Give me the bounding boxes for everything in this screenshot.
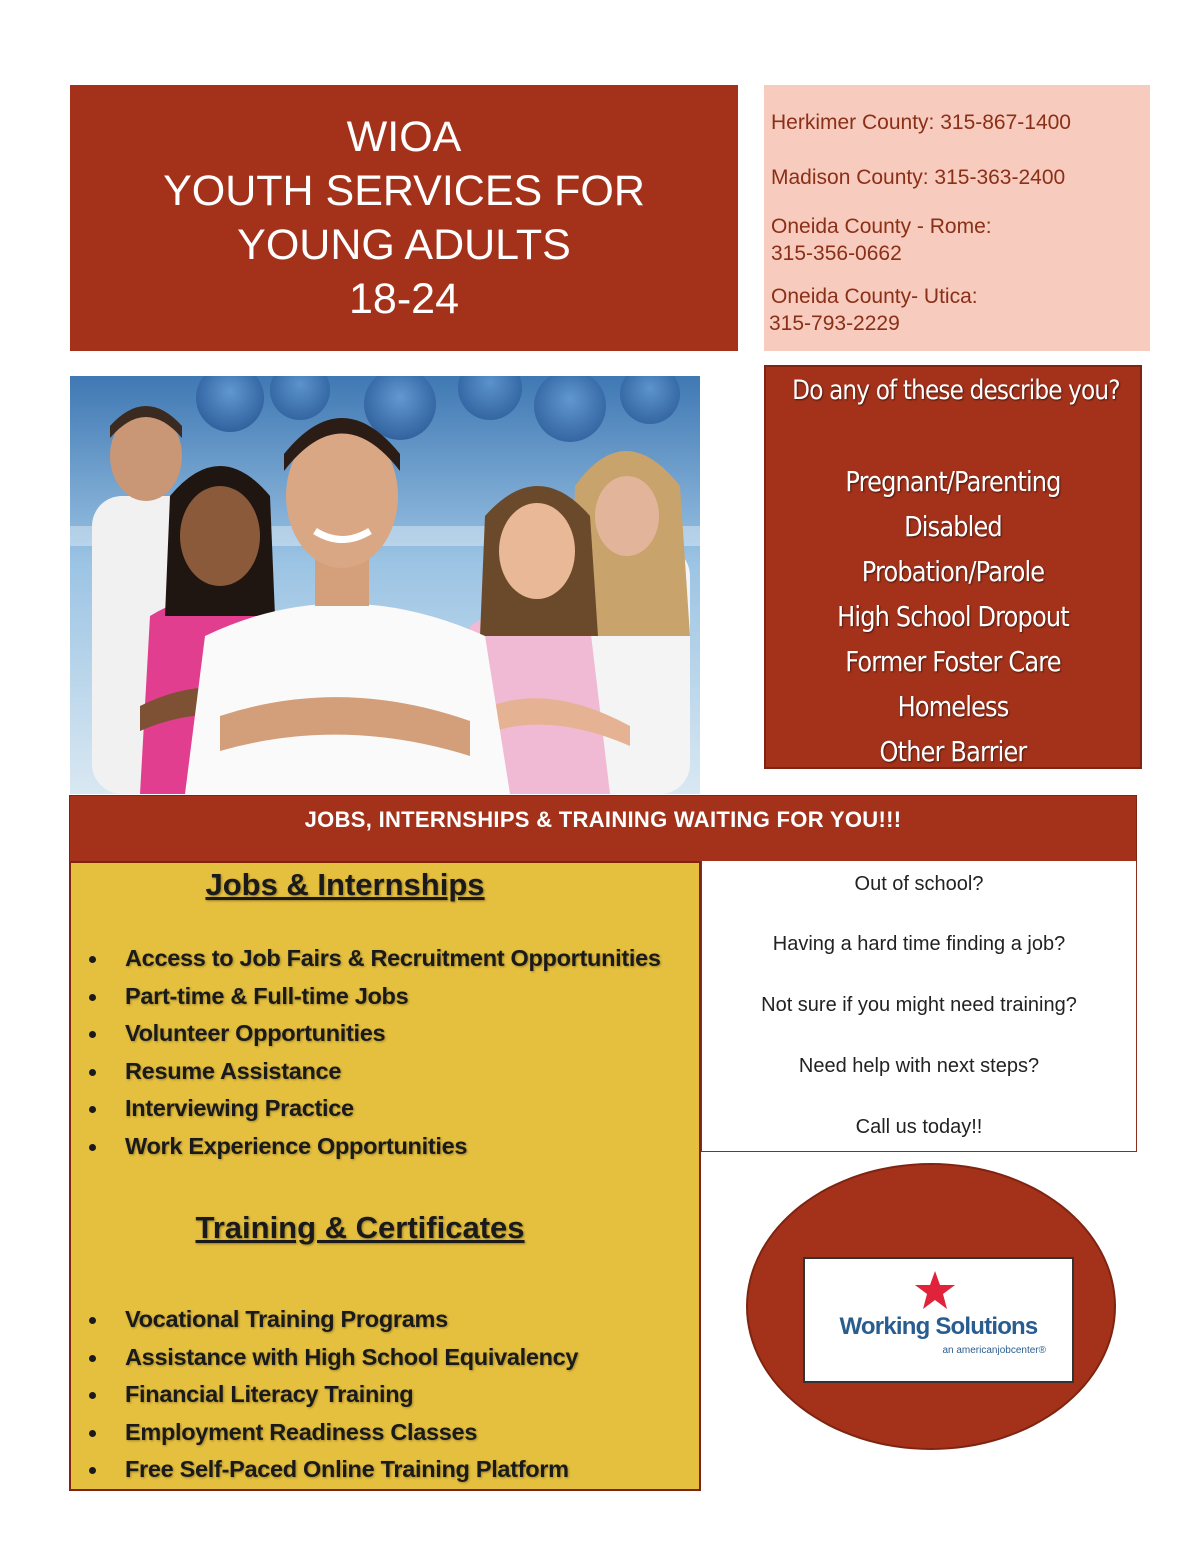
list-item: Assistance with High School Equivalency	[71, 1339, 699, 1377]
contact-rome-phone: 315-356-0662	[771, 242, 902, 265]
contact-box	[764, 85, 1150, 351]
list-item: Other Barrier	[879, 735, 1027, 768]
title-box	[70, 85, 738, 351]
star-icon	[913, 1269, 957, 1311]
describe-title: Do any of these describe you?	[792, 375, 1120, 406]
list-item: Volunteer Opportunities	[71, 1015, 699, 1053]
title-line: YOUNG ADULTS	[237, 221, 571, 269]
list-item: Disabled	[904, 510, 1002, 543]
list-item: Pregnant/Parenting	[845, 465, 1061, 498]
group-photo	[70, 376, 700, 794]
list-item: Access to Job Fairs & Recruitment Opportunities	[71, 940, 699, 978]
list-item: Employment Readiness Classes	[71, 1414, 699, 1452]
contact-herkimer: Herkimer County: 315-867-1400	[771, 111, 1071, 134]
logo-name: Working Solutions	[839, 1313, 1038, 1340]
question-text: Having a hard time finding a job?	[772, 933, 1066, 955]
training-heading: Training & Certificates	[195, 1210, 525, 1245]
question-text: Need help with next steps?	[798, 1055, 1040, 1077]
list-item: Vocational Training Programs	[71, 1301, 699, 1339]
contact-madison: Madison County: 315-363-2400	[771, 166, 1066, 189]
list-item: Interviewing Practice	[71, 1090, 699, 1128]
list-item: Work Experience Opportunities	[71, 1128, 699, 1166]
title-line: 18-24	[349, 275, 459, 323]
logo-tagline: an americanjobcenter®	[942, 1345, 1046, 1356]
questions-box	[701, 861, 1137, 1152]
list-item: Resume Assistance	[71, 1053, 699, 1091]
banner: JOBS, INTERNSHIPS & TRAINING WAITING FOR YOU!!!	[69, 795, 1137, 862]
group-photo-illustration	[70, 376, 700, 794]
question-text: Call us today!!	[855, 1116, 983, 1138]
services-panel	[69, 861, 701, 1491]
describe-box	[764, 365, 1142, 769]
contact-rome: Oneida County - Rome:	[771, 215, 992, 238]
list-item: Probation/Parole	[861, 555, 1045, 588]
jobs-list	[71, 940, 699, 1165]
list-item: Part-time & Full-time Jobs	[71, 978, 699, 1016]
training-list	[71, 1301, 699, 1489]
contact-utica: Oneida County- Utica:	[771, 285, 978, 308]
describe-list	[766, 459, 1140, 774]
list-item: Homeless	[897, 690, 1009, 723]
title-line: YOUTH SERVICES FOR	[163, 167, 645, 215]
contact-utica-phone: 315-793-2229	[769, 312, 900, 335]
question-text: Not sure if you might need training?	[761, 994, 1077, 1016]
list-item: Financial Literacy Training	[71, 1376, 699, 1414]
list-item: Former Foster Care	[845, 645, 1061, 678]
question-text: Out of school?	[854, 873, 984, 895]
title-line: WIOA	[346, 113, 462, 161]
list-item: Free Self-Paced Online Training Platform	[71, 1451, 699, 1489]
logo-box	[803, 1257, 1074, 1383]
jobs-heading: Jobs & Internships	[205, 867, 485, 902]
list-item: High School Dropout	[837, 600, 1069, 633]
